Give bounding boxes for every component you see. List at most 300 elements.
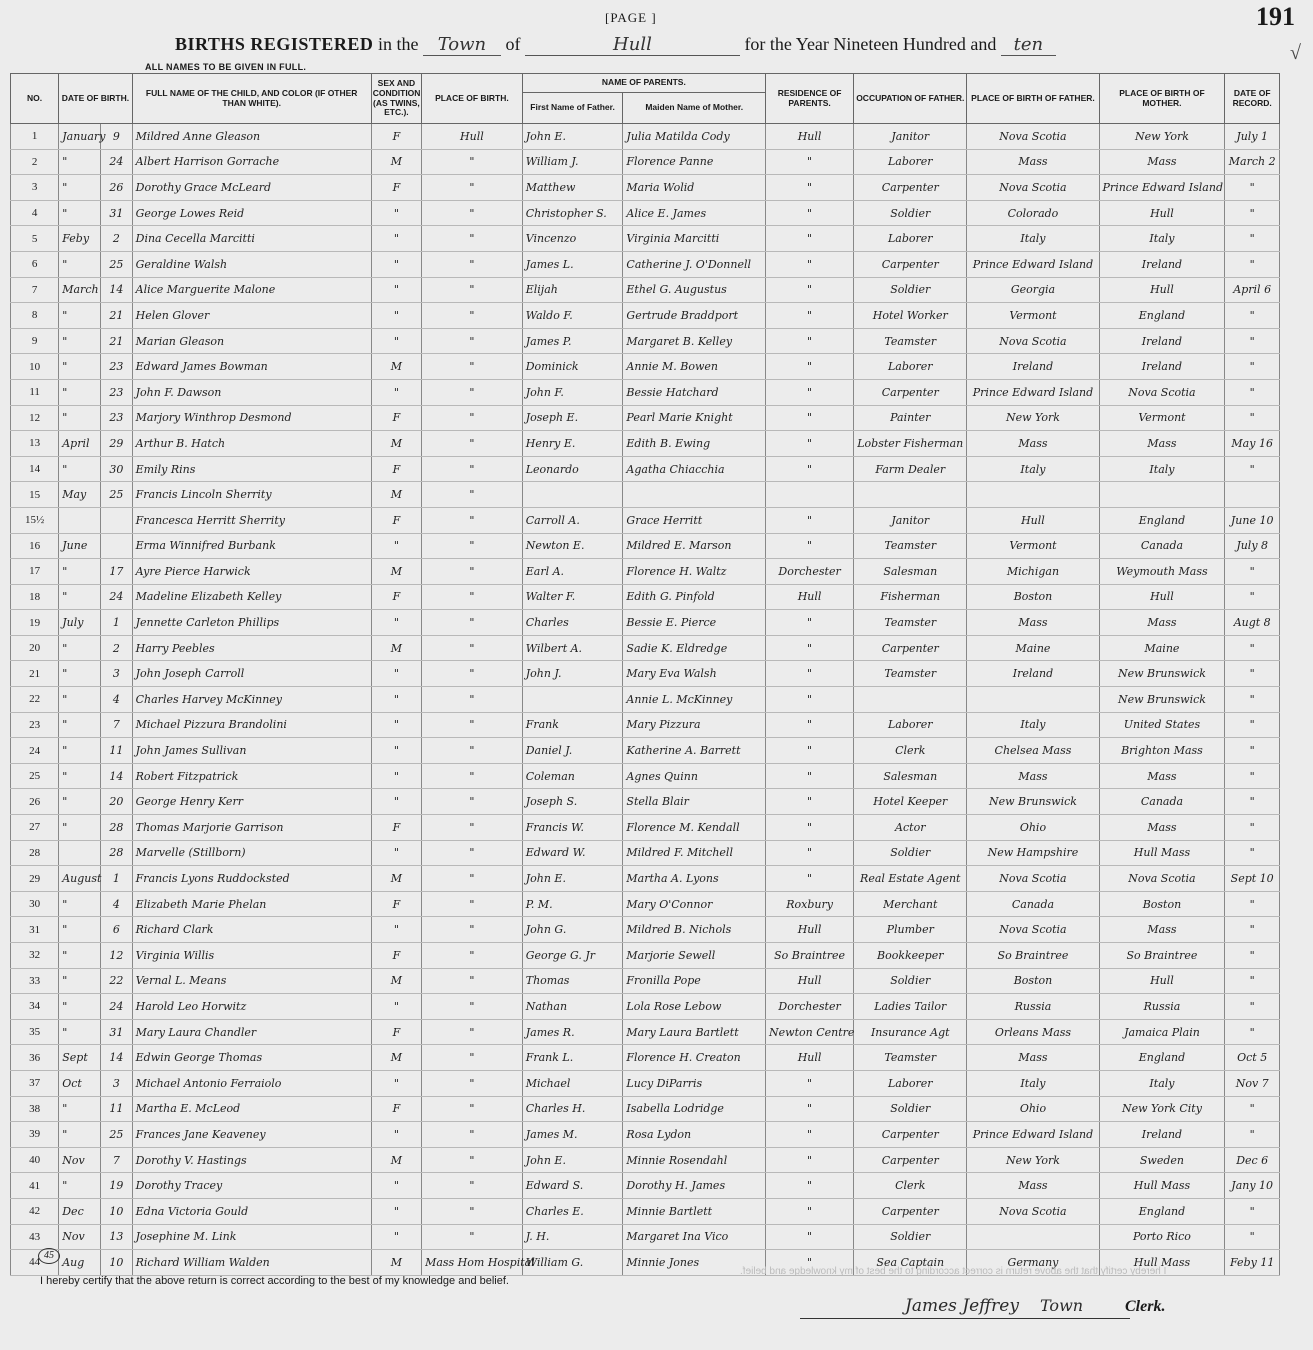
child-sex: "	[371, 1173, 421, 1199]
place-of-birth: "	[422, 789, 523, 815]
mother-maiden-name: Florence Panne	[623, 149, 766, 175]
child-sex: F	[371, 507, 421, 533]
father-first-name: Francis W.	[522, 815, 623, 841]
date-of-record: "	[1225, 1096, 1280, 1122]
father-first-name: Leonardo	[522, 456, 623, 482]
child-sex: M	[371, 1045, 421, 1071]
date-of-record: "	[1225, 635, 1280, 661]
child-name: Elizabeth Marie Phelan	[132, 891, 371, 917]
parents-residence: "	[766, 840, 854, 866]
child-sex: M	[371, 354, 421, 380]
child-sex: M	[371, 866, 421, 892]
page-number: 191	[1256, 2, 1295, 31]
child-sex: F	[371, 456, 421, 482]
mother-birthplace: Mass	[1099, 917, 1225, 943]
birth-day: 1	[101, 610, 132, 636]
row-number: 18	[11, 584, 59, 610]
mother-birthplace: Prince Edward Island	[1099, 175, 1225, 201]
child-name: John James Sullivan	[132, 738, 371, 764]
table-row	[11, 789, 1280, 815]
child-sex: "	[371, 200, 421, 226]
mother-maiden-name: Rosa Lydon	[623, 1122, 766, 1148]
birth-day: 21	[101, 328, 132, 354]
father-occupation: Merchant	[854, 891, 967, 917]
row-number: 34	[11, 994, 59, 1020]
child-name: Mildred Anne Gleason	[132, 124, 371, 150]
place-of-birth: "	[422, 943, 523, 969]
col-occupation: OCCUPATION OF FATHER.	[854, 74, 967, 124]
title-year: for the Year Nineteen Hundred and	[744, 34, 997, 54]
child-sex: M	[371, 149, 421, 175]
date-of-record: Dec 6	[1225, 1147, 1280, 1173]
mother-birthplace: Vermont	[1099, 405, 1225, 431]
date-of-record: "	[1225, 175, 1280, 201]
parents-residence: "	[766, 815, 854, 841]
parents-residence: "	[766, 763, 854, 789]
mother-birthplace: Boston	[1099, 891, 1225, 917]
father-birthplace: Canada	[967, 891, 1099, 917]
parents-residence: "	[766, 200, 854, 226]
mother-maiden-name	[623, 482, 766, 508]
birth-month: "	[59, 1122, 101, 1148]
parents-residence: "	[766, 226, 854, 252]
father-occupation: Janitor	[854, 124, 967, 150]
birth-month: "	[59, 687, 101, 713]
child-name: Marian Gleason	[132, 328, 371, 354]
parents-residence: "	[766, 610, 854, 636]
father-first-name: Thomas	[522, 968, 623, 994]
birth-month: "	[59, 891, 101, 917]
father-birthplace	[967, 1224, 1099, 1250]
birth-day: 23	[101, 379, 132, 405]
parents-residence: "	[766, 405, 854, 431]
date-of-record: "	[1225, 712, 1280, 738]
place-of-birth: "	[422, 251, 523, 277]
birth-day: 25	[101, 1122, 132, 1148]
father-birthplace: Italy	[967, 226, 1099, 252]
births-table	[10, 73, 1280, 1276]
place-of-birth: "	[422, 328, 523, 354]
row-number: 27	[11, 815, 59, 841]
birth-day: 10	[101, 1198, 132, 1224]
mother-birthplace: Brighton Mass	[1099, 738, 1225, 764]
father-occupation: Plumber	[854, 917, 967, 943]
birth-month: January	[59, 124, 101, 150]
child-sex: F	[371, 891, 421, 917]
place-of-birth: "	[422, 840, 523, 866]
date-of-record: "	[1225, 328, 1280, 354]
table-row	[11, 149, 1280, 175]
child-sex: "	[371, 738, 421, 764]
parents-residence: "	[766, 328, 854, 354]
birth-day: 11	[101, 738, 132, 764]
birth-month: "	[59, 917, 101, 943]
parents-residence: "	[766, 251, 854, 277]
birth-day: 2	[101, 635, 132, 661]
child-name: John Joseph Carroll	[132, 661, 371, 687]
place-of-birth: "	[422, 635, 523, 661]
mother-maiden-name: Catherine J. O'Donnell	[623, 251, 766, 277]
child-name: Michael Pizzura Brandolini	[132, 712, 371, 738]
birth-month	[59, 507, 101, 533]
child-sex: "	[371, 789, 421, 815]
child-sex: M	[371, 635, 421, 661]
table-row	[11, 635, 1280, 661]
parents-residence: "	[766, 1198, 854, 1224]
birth-month: "	[59, 405, 101, 431]
father-birthplace: Ohio	[967, 1096, 1099, 1122]
father-occupation: Teamster	[854, 661, 967, 687]
child-sex: M	[371, 1147, 421, 1173]
date-of-record: "	[1225, 226, 1280, 252]
town-type: Town	[423, 34, 501, 56]
date-of-record: Sept 10	[1225, 866, 1280, 892]
place-of-birth: "	[422, 891, 523, 917]
father-birthplace: Nova Scotia	[967, 866, 1099, 892]
mother-birthplace: Hull Mass	[1099, 1173, 1225, 1199]
mother-birthplace: So Braintree	[1099, 943, 1225, 969]
father-first-name: Edward S.	[522, 1173, 623, 1199]
child-name: Virginia Willis	[132, 943, 371, 969]
col-date-of-birth: DATE OF BIRTH.	[59, 74, 132, 124]
row-number: 28	[11, 840, 59, 866]
table-row	[11, 251, 1280, 277]
birth-month: "	[59, 994, 101, 1020]
father-occupation: Janitor	[854, 507, 967, 533]
signature-line	[800, 1318, 1130, 1319]
row-number: 5	[11, 226, 59, 252]
father-first-name: Joseph E.	[522, 405, 623, 431]
table-row	[11, 328, 1280, 354]
row-number: 19	[11, 610, 59, 636]
birth-day: 9	[101, 124, 132, 150]
birth-month: Oct	[59, 1070, 101, 1096]
place-of-birth: "	[422, 661, 523, 687]
mother-birthplace: New Brunswick	[1099, 687, 1225, 713]
mother-birthplace: England	[1099, 303, 1225, 329]
date-of-record: "	[1225, 917, 1280, 943]
child-name: Charles Harvey McKinney	[132, 687, 371, 713]
father-first-name: Christopher S.	[522, 200, 623, 226]
birth-month: Nov	[59, 1224, 101, 1250]
row-number: 39	[11, 1122, 59, 1148]
place-of-birth: "	[422, 1096, 523, 1122]
row-number: 42	[11, 1198, 59, 1224]
parents-residence: "	[766, 789, 854, 815]
place-of-birth: "	[422, 738, 523, 764]
birth-day: 7	[101, 1147, 132, 1173]
check-mark: √	[1290, 42, 1301, 64]
child-name: Francis Lincoln Sherrity	[132, 482, 371, 508]
parents-residence: "	[766, 431, 854, 457]
parents-residence: Dorchester	[766, 994, 854, 1020]
father-occupation: Hotel Worker	[854, 303, 967, 329]
birth-day: 14	[101, 277, 132, 303]
father-occupation: Teamster	[854, 328, 967, 354]
birth-day: 24	[101, 584, 132, 610]
mother-maiden-name: Lucy DiParris	[623, 1070, 766, 1096]
father-occupation: Soldier	[854, 1096, 967, 1122]
father-first-name: Charles E.	[522, 1198, 623, 1224]
birth-day: 14	[101, 1045, 132, 1071]
father-first-name: John E.	[522, 124, 623, 150]
mother-birthplace: New York City	[1099, 1096, 1225, 1122]
mother-birthplace: Sweden	[1099, 1147, 1225, 1173]
mother-maiden-name: Maria Wolid	[623, 175, 766, 201]
row-number: 43	[11, 1224, 59, 1250]
date-of-record: "	[1225, 1224, 1280, 1250]
father-birthplace: Ireland	[967, 661, 1099, 687]
child-sex: "	[371, 712, 421, 738]
mother-birthplace: Russia	[1099, 994, 1225, 1020]
subtitle: ALL NAMES TO BE GIVEN IN FULL.	[145, 62, 307, 72]
child-sex: F	[371, 124, 421, 150]
place-of-birth: "	[422, 866, 523, 892]
child-name: Frances Jane Keaveney	[132, 1122, 371, 1148]
father-occupation	[854, 482, 967, 508]
parents-residence: Hull	[766, 917, 854, 943]
child-sex: "	[371, 763, 421, 789]
town-name: Hull	[525, 34, 740, 56]
child-name: Marvelle (Stillborn)	[132, 840, 371, 866]
father-occupation: Laborer	[854, 149, 967, 175]
parents-residence: "	[766, 866, 854, 892]
birth-day: 20	[101, 789, 132, 815]
table-row	[11, 943, 1280, 969]
father-first-name: P. M.	[522, 891, 623, 917]
father-occupation: Fisherman	[854, 584, 967, 610]
mother-maiden-name: Fronilla Pope	[623, 968, 766, 994]
table-row	[11, 1070, 1280, 1096]
parents-residence: "	[766, 354, 854, 380]
father-birthplace: Mass	[967, 431, 1099, 457]
date-of-record: April 6	[1225, 277, 1280, 303]
birth-day	[101, 507, 132, 533]
mother-birthplace: Canada	[1099, 789, 1225, 815]
mother-maiden-name: Virginia Marcitti	[623, 226, 766, 252]
child-name: Francis Lyons Ruddocksted	[132, 866, 371, 892]
child-name: George Henry Kerr	[132, 789, 371, 815]
father-first-name: John G.	[522, 917, 623, 943]
parents-residence: So Braintree	[766, 943, 854, 969]
row-number: 7	[11, 277, 59, 303]
mother-birthplace: Jamaica Plain	[1099, 1019, 1225, 1045]
father-occupation: Teamster	[854, 533, 967, 559]
mother-maiden-name: Agnes Quinn	[623, 763, 766, 789]
date-of-record: "	[1225, 251, 1280, 277]
mother-birthplace: Italy	[1099, 226, 1225, 252]
place-of-birth: "	[422, 687, 523, 713]
birth-month: "	[59, 789, 101, 815]
child-sex: F	[371, 1019, 421, 1045]
father-occupation: Lobster Fisherman	[854, 431, 967, 457]
mother-maiden-name: Mildred F. Mitchell	[623, 840, 766, 866]
table-row	[11, 815, 1280, 841]
mother-maiden-name: Minnie Bartlett	[623, 1198, 766, 1224]
father-birthplace: Prince Edward Island	[967, 379, 1099, 405]
row-number: 12	[11, 405, 59, 431]
father-occupation: Hotel Keeper	[854, 789, 967, 815]
birth-day: 25	[101, 482, 132, 508]
father-birthplace	[967, 482, 1099, 508]
row-number: 23	[11, 712, 59, 738]
birth-month: July	[59, 610, 101, 636]
table-row	[11, 661, 1280, 687]
birth-month: "	[59, 175, 101, 201]
father-occupation: Teamster	[854, 1045, 967, 1071]
mother-birthplace: Hull	[1099, 968, 1225, 994]
place-of-birth: "	[422, 456, 523, 482]
table-row	[11, 994, 1280, 1020]
date-of-record: "	[1225, 789, 1280, 815]
date-of-record: May 16	[1225, 431, 1280, 457]
child-sex: "	[371, 610, 421, 636]
child-name: Dina Cecella Marcitti	[132, 226, 371, 252]
mother-birthplace: Ireland	[1099, 1122, 1225, 1148]
child-sex: "	[371, 1224, 421, 1250]
father-birthplace: New York	[967, 1147, 1099, 1173]
child-name: Michael Antonio Ferraiolo	[132, 1070, 371, 1096]
father-birthplace: Chelsea Mass	[967, 738, 1099, 764]
birth-day: 7	[101, 712, 132, 738]
parents-residence: "	[766, 507, 854, 533]
place-of-birth: "	[422, 533, 523, 559]
child-sex: M	[371, 968, 421, 994]
table-row	[11, 559, 1280, 585]
row-number: 38	[11, 1096, 59, 1122]
row-number: 26	[11, 789, 59, 815]
birth-month: "	[59, 559, 101, 585]
father-birthplace: Mass	[967, 149, 1099, 175]
child-sex: M	[371, 482, 421, 508]
father-birthplace: Vermont	[967, 303, 1099, 329]
parents-residence: Hull	[766, 1045, 854, 1071]
parents-residence: "	[766, 149, 854, 175]
place-of-birth: "	[422, 994, 523, 1020]
title-prefix: BIRTHS REGISTERED	[175, 34, 374, 54]
table-row	[11, 917, 1280, 943]
child-sex: "	[371, 251, 421, 277]
mother-birthplace: England	[1099, 1198, 1225, 1224]
mother-birthplace: Weymouth Mass	[1099, 559, 1225, 585]
birth-month: "	[59, 635, 101, 661]
parents-residence: "	[766, 1224, 854, 1250]
row-number: 24	[11, 738, 59, 764]
mother-maiden-name: Marjorie Sewell	[623, 943, 766, 969]
mother-birthplace: Mass	[1099, 815, 1225, 841]
mother-maiden-name: Annie M. Bowen	[623, 354, 766, 380]
father-occupation: Carpenter	[854, 379, 967, 405]
row-number: 17	[11, 559, 59, 585]
col-place-of-birth: PLACE OF BIRTH.	[422, 74, 523, 124]
parents-residence: "	[766, 1173, 854, 1199]
date-of-record: Augt 8	[1225, 610, 1280, 636]
birth-month: "	[59, 943, 101, 969]
child-name: Geraldine Walsh	[132, 251, 371, 277]
father-birthplace: Nova Scotia	[967, 917, 1099, 943]
date-of-record: "	[1225, 738, 1280, 764]
father-first-name: Charles H.	[522, 1096, 623, 1122]
father-occupation: Laborer	[854, 354, 967, 380]
row-number: 15½	[11, 507, 59, 533]
parents-residence: Hull	[766, 968, 854, 994]
child-name: Albert Harrison Gorrache	[132, 149, 371, 175]
mother-birthplace: Ireland	[1099, 354, 1225, 380]
place-of-birth: "	[422, 1019, 523, 1045]
mother-maiden-name: Julia Matilda Cody	[623, 124, 766, 150]
birth-month: "	[59, 584, 101, 610]
table-row	[11, 840, 1280, 866]
child-name: Dorothy Tracey	[132, 1173, 371, 1199]
row-number: 20	[11, 635, 59, 661]
child-name: Jennette Carleton Phillips	[132, 610, 371, 636]
father-occupation: Ladies Tailor	[854, 994, 967, 1020]
father-birthplace: Maine	[967, 635, 1099, 661]
place-of-birth: "	[422, 149, 523, 175]
father-first-name: Frank	[522, 712, 623, 738]
child-sex: "	[371, 277, 421, 303]
birth-month: May	[59, 482, 101, 508]
page-label: [PAGE ]	[605, 10, 657, 25]
parents-residence: Hull	[766, 124, 854, 150]
father-occupation: Soldier	[854, 200, 967, 226]
child-sex: "	[371, 379, 421, 405]
table-row	[11, 533, 1280, 559]
father-first-name: John E.	[522, 866, 623, 892]
child-name: Thomas Marjorie Garrison	[132, 815, 371, 841]
child-sex: "	[371, 917, 421, 943]
birth-month: "	[59, 149, 101, 175]
father-first-name: Newton E.	[522, 533, 623, 559]
row-number: 9	[11, 328, 59, 354]
birth-day: 21	[101, 303, 132, 329]
child-name: Emily Rins	[132, 456, 371, 482]
parents-residence: "	[766, 712, 854, 738]
date-of-record: "	[1225, 891, 1280, 917]
date-of-record: Feby 11	[1225, 1250, 1280, 1276]
mother-birthplace: England	[1099, 507, 1225, 533]
child-sex: "	[371, 661, 421, 687]
father-occupation: Actor	[854, 815, 967, 841]
father-occupation: Carpenter	[854, 635, 967, 661]
mother-birthplace: Nova Scotia	[1099, 379, 1225, 405]
birth-day	[101, 533, 132, 559]
place-of-birth: "	[422, 175, 523, 201]
row-number: 36	[11, 1045, 59, 1071]
father-first-name: Matthew	[522, 175, 623, 201]
birth-month: "	[59, 379, 101, 405]
row-number: 21	[11, 661, 59, 687]
parents-residence: "	[766, 175, 854, 201]
child-name: Edward James Bowman	[132, 354, 371, 380]
place-of-birth: "	[422, 405, 523, 431]
col-parents-group: NAME OF PARENTS.	[522, 74, 765, 93]
mother-maiden-name: Gertrude Braddport	[623, 303, 766, 329]
place-of-birth: "	[422, 917, 523, 943]
mother-maiden-name: Agatha Chiacchia	[623, 456, 766, 482]
mother-maiden-name: Stella Blair	[623, 789, 766, 815]
child-sex: F	[371, 584, 421, 610]
date-of-record: "	[1225, 584, 1280, 610]
child-sex: "	[371, 1198, 421, 1224]
father-first-name: William J.	[522, 149, 623, 175]
mother-birthplace: Ireland	[1099, 328, 1225, 354]
father-first-name: William G.	[522, 1250, 623, 1276]
birth-month: "	[59, 303, 101, 329]
row-number: 25	[11, 763, 59, 789]
date-of-record: "	[1225, 815, 1280, 841]
place-of-birth: "	[422, 1122, 523, 1148]
